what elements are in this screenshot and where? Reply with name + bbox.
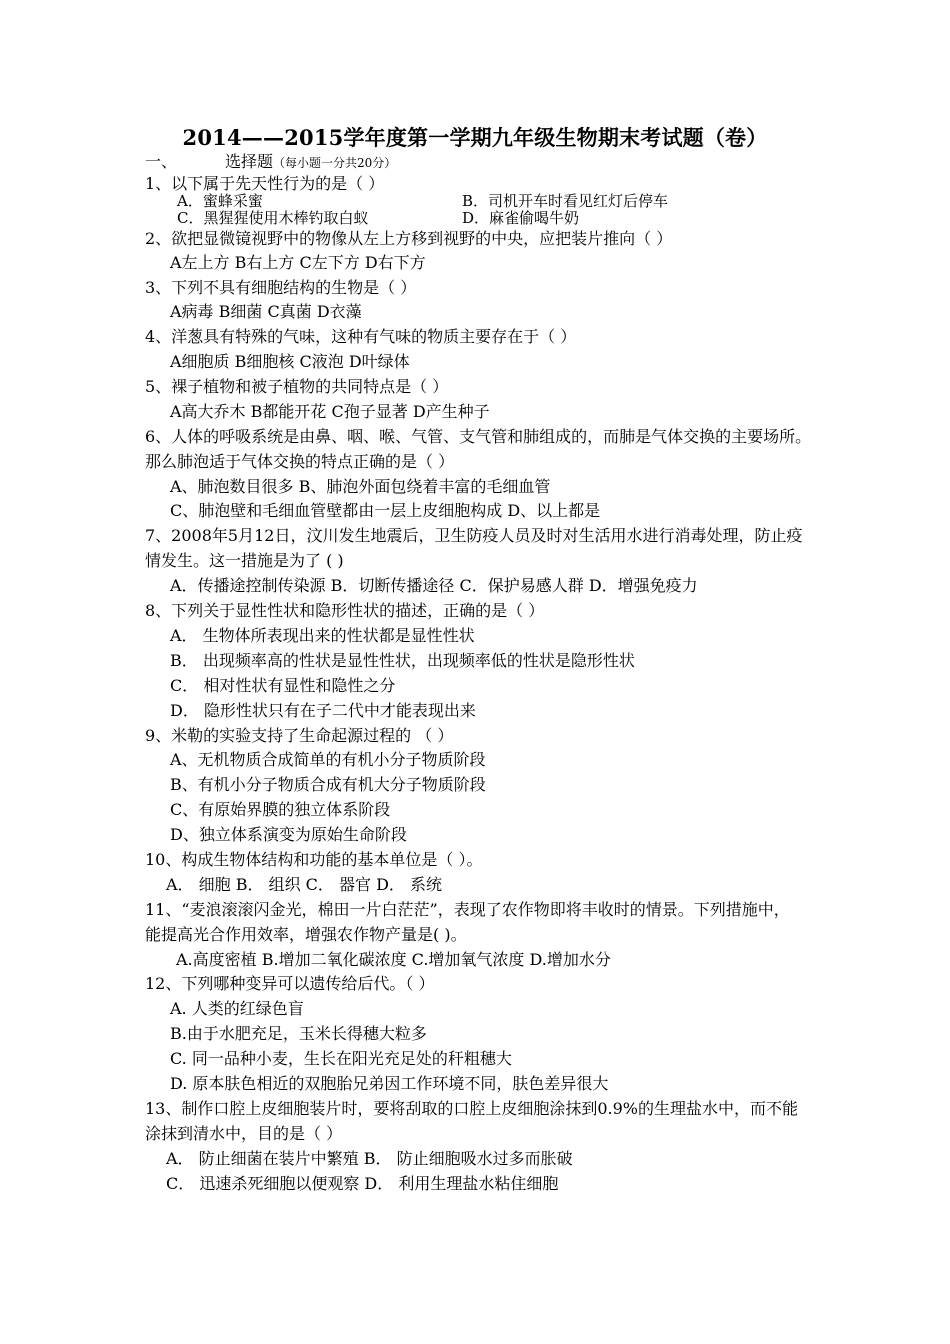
q3-options: A病毒 B细菌 C真菌 D衣藻 (170, 302, 362, 321)
q12-option-c: C. 同一品种小麦，生长在阳光充足处的秆粗穗大 (170, 1049, 512, 1068)
q13-options-line2: C． 迅速杀死细胞以便观察 D． 利用生理盐水粘住细胞 (166, 1174, 559, 1193)
q11-stem-line2: 能提高光合作用效率，增强农作物产量是( )。 (145, 925, 467, 944)
q5-stem: 5、裸子植物和被子植物的共同特点是（ ） (145, 377, 449, 396)
q1-stem: 1、以下属于先天性行为的是（ ） (145, 174, 385, 193)
q1-option-b: B．司机开车时看见红灯后停车 (462, 192, 669, 210)
q8-option-d: D． 隐形性状只有在子二代中才能表现出来 (170, 701, 476, 720)
section-note: （每小题一分共20分） (273, 156, 397, 170)
section-label: 选择题 (225, 152, 274, 171)
q2-stem: 2、欲把显微镜视野中的物像从左上方移到视野的中央，应把装片推向（ ） (145, 229, 673, 248)
q9-option-d: D、独立体系演变为原始生命阶段 (170, 825, 407, 844)
q9-option-a: A、无机物质合成简单的有机小分子物质阶段 (170, 750, 486, 769)
q9-stem: 9、米勒的实验支持了生命起源过程的 （ ） (145, 726, 454, 745)
q3-stem: 3、下列不具有细胞结构的生物是（ ） (145, 278, 417, 297)
q8-option-c: C． 相对性状有显性和隐性之分 (170, 676, 396, 695)
q8-option-a: A． 生物体所表现出来的性状都是显性性状 (170, 626, 475, 645)
q7-stem-line2: 情发生。这一措施是为了 ( ) (145, 551, 344, 570)
exam-title: 2014——2015学年度第一学期九年级生物期末考试题（卷） (182, 125, 768, 150)
q12-stem: 12、下列哪种变异可以遗传给后代。（ ） (145, 974, 435, 993)
q9-option-b: B、有机小分子物质合成有机大分子物质阶段 (170, 775, 486, 794)
q8-option-b: B． 出现频率高的性状是显性性状，出现频率低的性状是隐形性状 (170, 651, 635, 670)
q13-stem-line1: 13、制作口腔上皮细胞装片时，要将刮取的口腔上皮细胞涂抹到0.9%的生理盐水中，而不能 (145, 1099, 799, 1118)
section-heading (145, 152, 396, 173)
q11-options: A.高度密植 B.增加二氧化碳浓度 C.增加氧气浓度 D.增加水分 (176, 950, 611, 969)
q2-options: A左上方 B右上方 C左下方 D右下方 (170, 253, 426, 272)
q9-option-c: C、有原始界膜的独立体系阶段 (170, 800, 391, 819)
q12-option-b: B.由于水肥充足，玉米长得穗大粒多 (170, 1024, 427, 1043)
q8-stem: 8、下列关于显性性状和隐形性状的描述，正确的是（ ） (145, 601, 545, 620)
q7-options: A．传播途控制传染源 B．切断传播途径 C．保护易感人群 D．增强免疫力 (170, 576, 698, 595)
q7-stem-line1: 7、2008年5月12日，汶川发生地震后，卫生防疫人员及时对生活用水进行消毒处理，防止疫 (145, 526, 803, 545)
q10-stem: 10、构成生物体结构和功能的基本单位是（ ）。 (145, 850, 483, 869)
q6-options-line1: A、肺泡数目很多 B、肺泡外面包绕着丰富的毛细血管 (170, 477, 551, 496)
q13-options-line1: A． 防止细菌在装片中繁殖 B． 防止细胞吸水过多而胀破 (166, 1149, 573, 1168)
q1-option-a: A．蜜蜂采蜜 (177, 192, 263, 210)
section-number: 一、 (145, 152, 178, 171)
q6-stem-line1: 6、人体的呼吸系统是由鼻、咽、喉、气管、支气管和肺组成的，而肺是气体交换的主要场所。 (145, 427, 812, 446)
q11-stem-line1: 11、“麦浪滚滚闪金光，棉田一片白茫茫”，表现了农作物即将丰收时的情景。下列措施中， (145, 900, 790, 919)
q10-options: A． 细胞 B． 组织 C． 器官 D． 系统 (166, 875, 442, 894)
q12-option-d: D. 原本肤色相近的双胞胎兄弟因工作环境不同，肤色差异很大 (170, 1074, 609, 1093)
q5-options: A高大乔木 B都能开花 C孢子显著 D产生种子 (170, 402, 490, 421)
q1-option-d: D．麻雀偷喝牛奶 (462, 209, 580, 227)
q12-option-a: A. 人类的红绿色盲 (170, 999, 304, 1018)
q6-stem-line2: 那么肺泡适于气体交换的特点正确的是（ ） (145, 452, 455, 471)
q6-options-line2: C、肺泡壁和毛细血管壁都由一层上皮细胞构成 D、以上都是 (170, 501, 601, 520)
q1-option-c: C．黑猩猩使用木棒钓取白蚁 (177, 209, 369, 227)
q4-options: A细胞质 B细胞核 C液泡 D叶绿体 (170, 352, 410, 371)
q13-stem-line2: 涂抹到清水中，目的是（ ） (145, 1124, 343, 1143)
q4-stem: 4、洋葱具有特殊的气味，这种有气味的物质主要存在于（ ） (145, 327, 577, 346)
